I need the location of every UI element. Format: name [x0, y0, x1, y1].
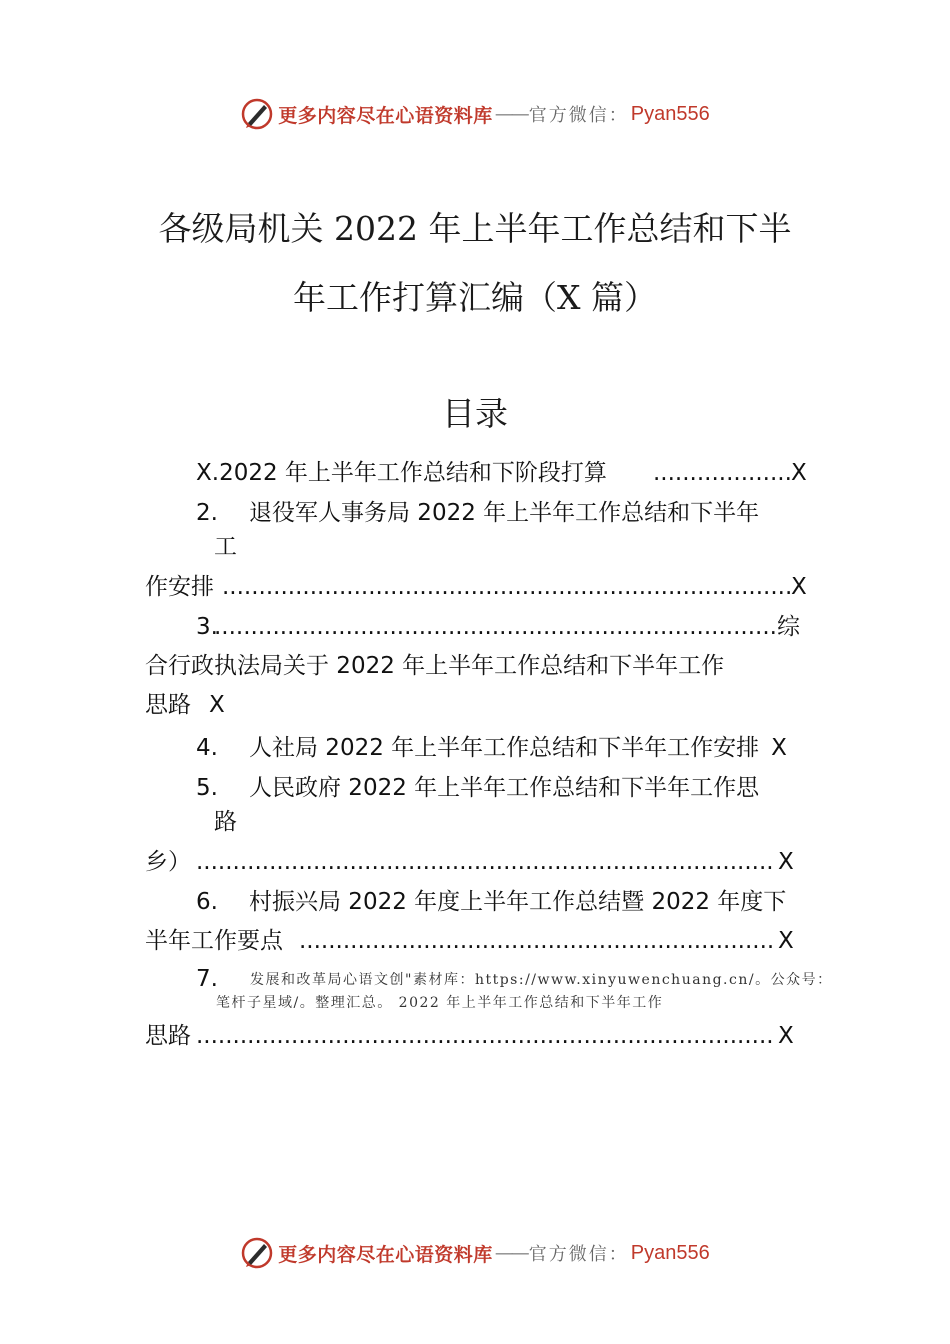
document-title-line-2: 年工作打算汇编（X 篇） — [293, 278, 657, 317]
toc-entry-5-page[interactable]: X — [778, 849, 794, 875]
toc-entry-4-line-1[interactable] — [196, 733, 787, 763]
toc-entry-6-text: 村振兴局 2022 年度上半年工作总结暨 2022 年度下 — [249, 889, 787, 915]
toc-entry-2-line-3[interactable]: 作安排 — [145, 574, 214, 600]
toc-entry-7-line-2[interactable]: 笔杆子星域/。整理汇总。 2022 年上半年工作总结和下半年工作 — [216, 995, 664, 1011]
toc-entry-5-text: 人民政府 2022 年上半年工作总结和下半年工作思 — [249, 775, 760, 801]
toc-entry-7-line-1[interactable]: 发展和改革局心语文创"素材库：https://www.xinyuwenchuang.cn/。公众号： — [250, 972, 833, 988]
toc-leader-dots — [222, 572, 790, 602]
header-banner — [0, 94, 950, 134]
toc-entry-2-line-2[interactable]: 工 — [214, 534, 237, 560]
toc-leader-dots — [653, 458, 790, 488]
toc-entry-2-number: 2. — [196, 500, 218, 526]
toc-leader-dots — [299, 926, 776, 956]
toc-entry-4-page: X — [771, 735, 787, 761]
toc-entry-7-line-3[interactable]: 思路 — [145, 1023, 191, 1049]
document-title-line-1: 各级局机关 2022 年上半年工作总结和下半 — [158, 209, 792, 248]
toc-entry-6-number: 6. — [196, 889, 218, 915]
toc-entry-4-text: 人社局 2022 年上半年工作总结和下半年工作安排 — [249, 735, 760, 761]
toc-entry-3-text: 思路 — [145, 692, 191, 718]
toc-entry-6-line-2[interactable]: 半年工作要点 — [145, 928, 283, 954]
toc-entry-1-text[interactable]: X.2022 年上半年工作总结和下阶段打算 — [196, 460, 607, 486]
banner-wechat-id: Pyan556 — [630, 102, 710, 125]
toc-entry-6-line-1[interactable] — [196, 887, 786, 917]
footer-banner — [0, 1233, 950, 1273]
toc-entry-2-page[interactable]: X — [791, 574, 807, 600]
toc-entry-3-line-3[interactable] — [145, 690, 225, 720]
toc-entry-5-line-3[interactable]: 乡） — [145, 849, 191, 875]
toc-heading: 目录 — [442, 394, 508, 433]
toc-entry-6-page[interactable]: X — [778, 928, 794, 954]
toc-leader-dots — [196, 1021, 776, 1051]
toc-entry-3-line-2[interactable]: 合行政执法局关于 2022 年上半年工作总结和下半年工作 — [145, 653, 725, 679]
toc-entry-7-page[interactable]: X — [778, 1023, 794, 1049]
banner-text: 更多内容尽在心语资料库 — [278, 104, 493, 127]
toc-entry-4-number: 4. — [196, 735, 218, 761]
toc-entry-5-line-2[interactable]: 路 — [214, 809, 237, 835]
toc-leader-dots — [214, 612, 776, 642]
toc-entry-3-number[interactable]: 3. — [196, 614, 218, 640]
toc-entry-5-line-1[interactable] — [196, 773, 759, 803]
banner-wechat-label: 官方微信： — [528, 105, 629, 126]
toc-entry-7-number[interactable]: 7. — [196, 966, 218, 992]
pen-in-circle-icon — [240, 1236, 274, 1270]
banner-text: 更多内容尽在心语资料库 — [278, 1243, 493, 1266]
banner-wechat-id: Pyan556 — [630, 1241, 710, 1264]
toc-entry-3-page: X — [209, 692, 225, 718]
toc-leader-dots — [196, 847, 776, 877]
banner-wechat-label: 官方微信： — [528, 1244, 629, 1265]
banner-dash: —— — [494, 103, 527, 125]
toc-entry-2-line-1[interactable] — [196, 498, 759, 528]
toc-entry-5-number: 5. — [196, 775, 218, 801]
toc-entry-2-text: 退役军人事务局 2022 年上半年工作总结和下半年 — [249, 500, 760, 526]
toc-entry-1-page[interactable]: X — [791, 460, 807, 486]
toc-entry-3-tail[interactable]: 综 — [777, 614, 800, 640]
banner-dash: —— — [494, 1242, 527, 1264]
pen-in-circle-icon — [240, 97, 274, 131]
